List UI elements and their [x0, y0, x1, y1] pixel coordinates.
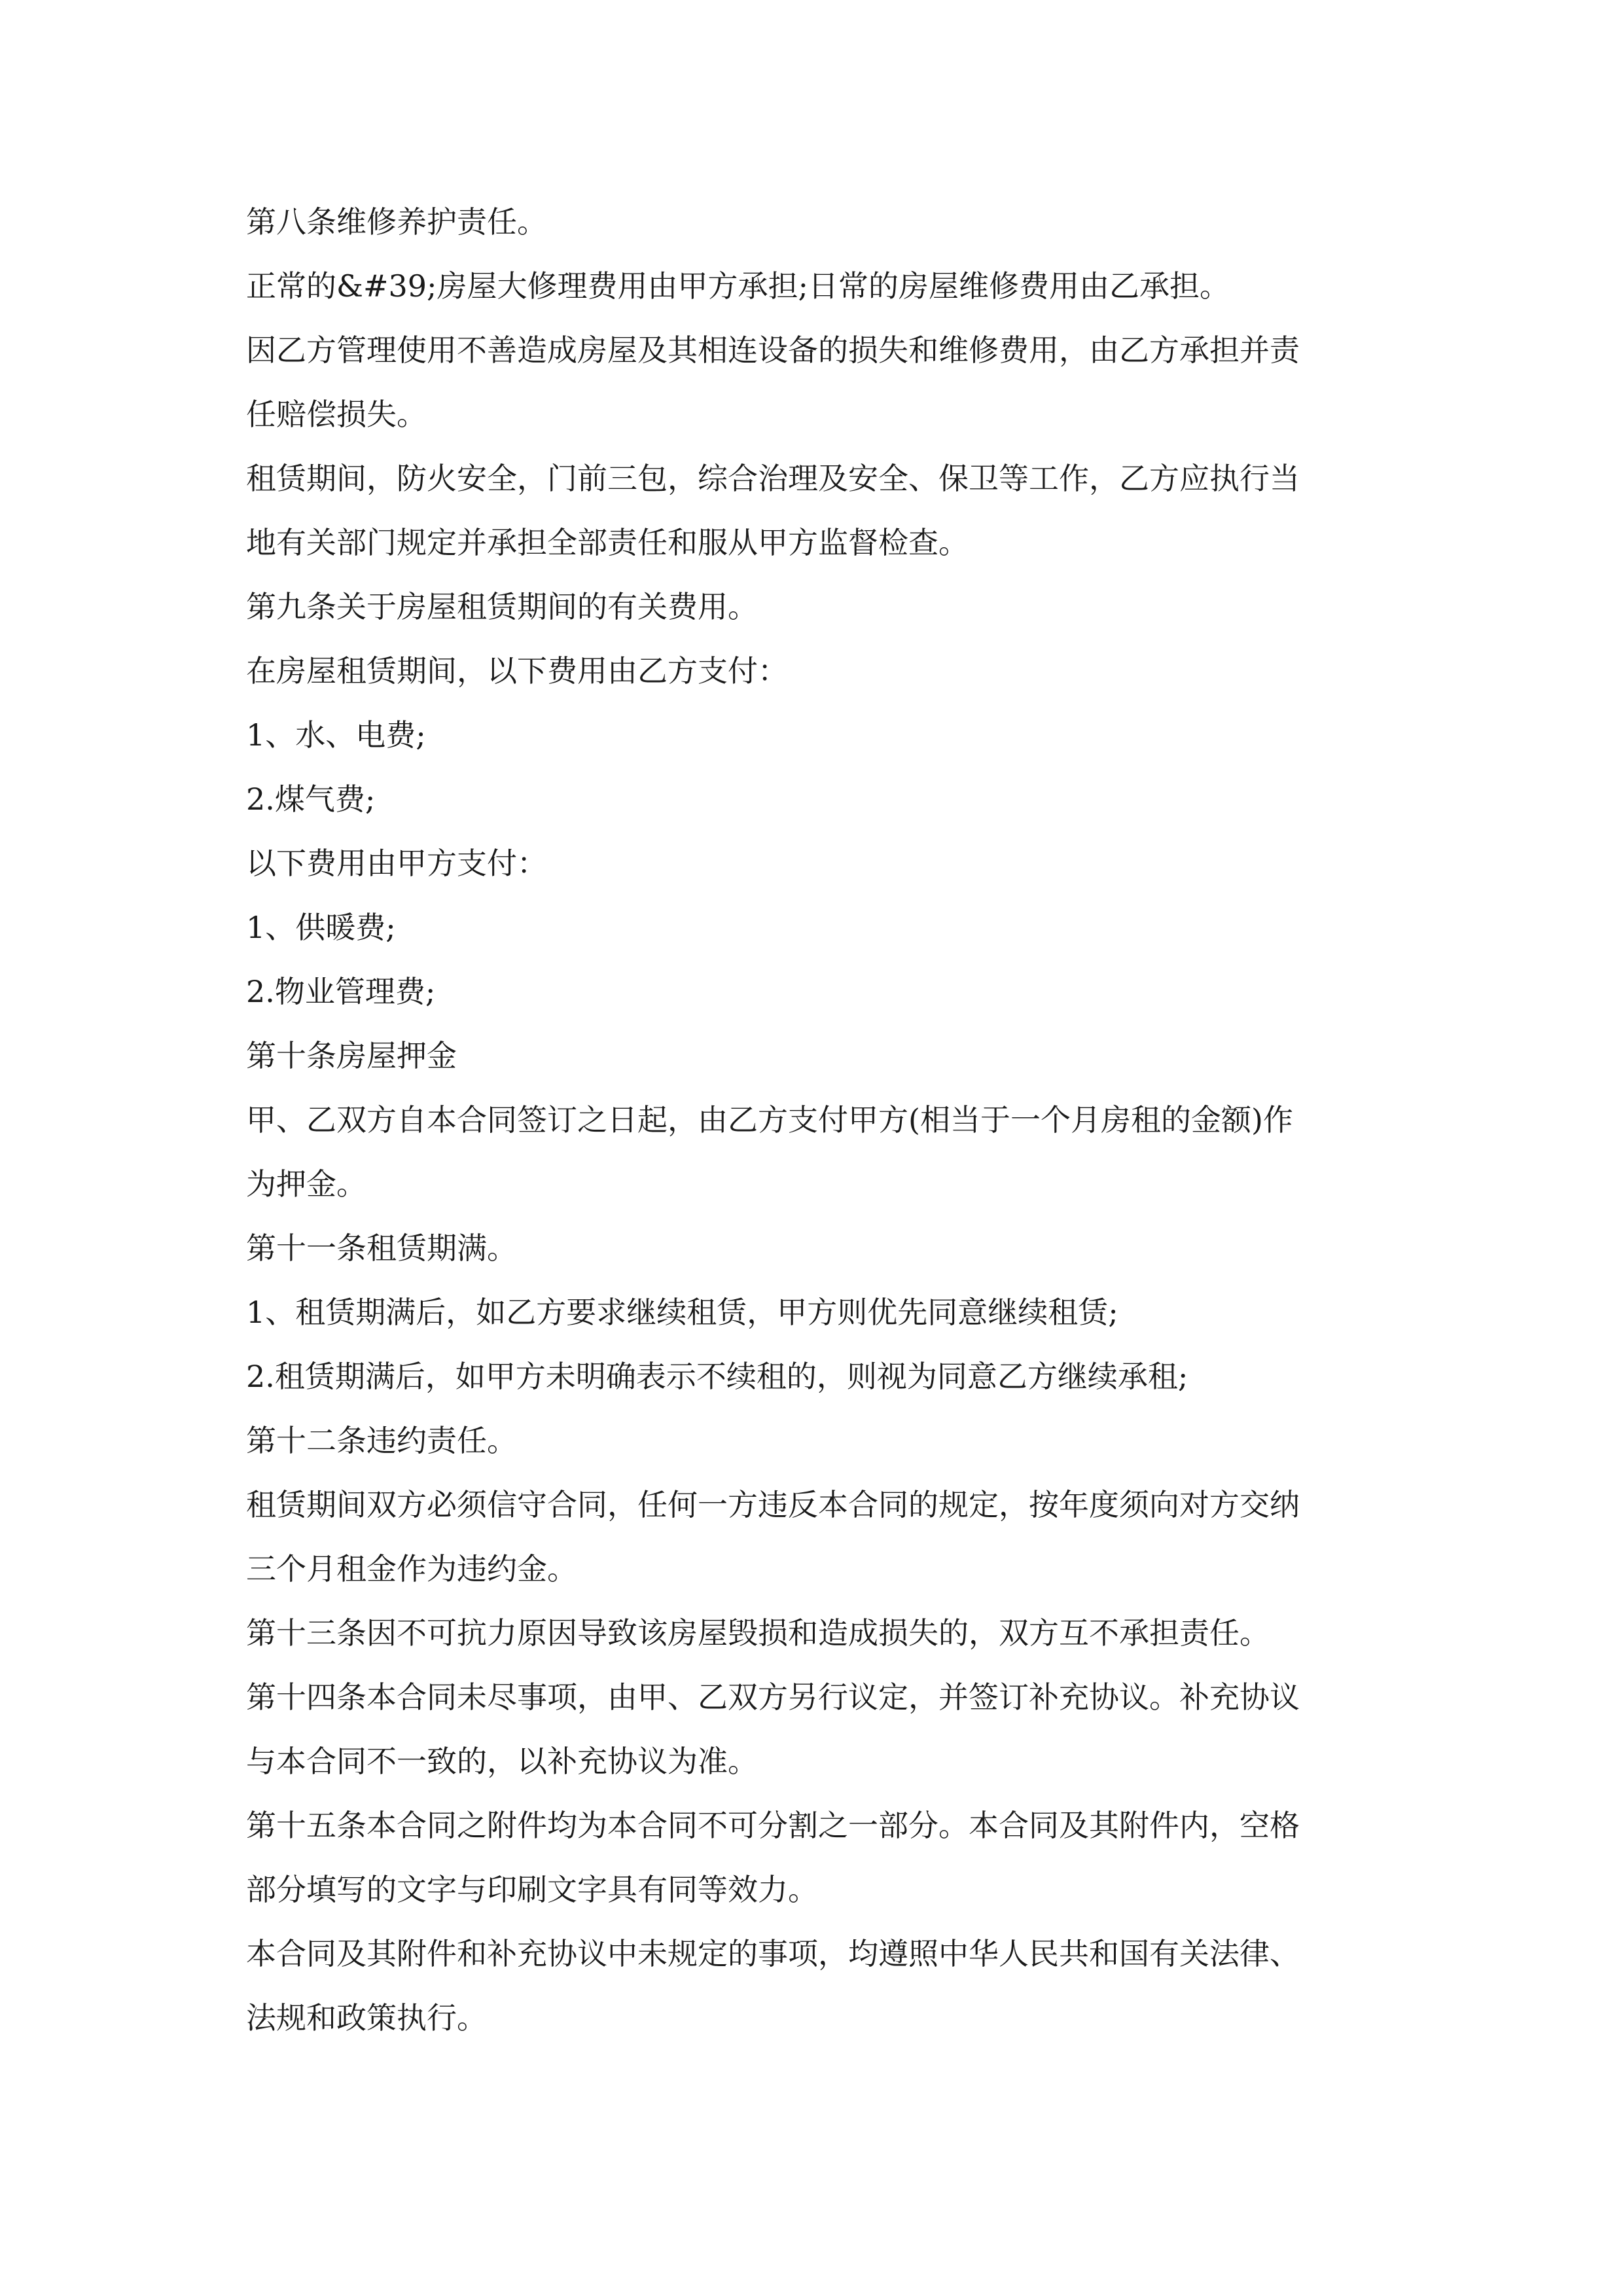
text-line: 为押金。 [246, 1166, 366, 1202]
text-line: 地有关部门规定并承担全部责任和服从甲方监督检查。 [246, 525, 969, 560]
text-line: 本合同及其附件和补充协议中未规定的事项，均遵照中华人民共和国有关法律、 [246, 1936, 1300, 1971]
text-line: 第十二条违约责任。 [246, 1423, 517, 1458]
text-line: 第十三条因不可抗力原因导致该房屋毁损和造成损失的，双方互不承担责任。 [246, 1615, 1270, 1651]
text-line: 因乙方管理使用不善造成房屋及其相连设备的损失和维修费用，由乙方承担并责 [246, 332, 1300, 368]
text-line: 第九条关于房屋租赁期间的有关费用。 [246, 589, 758, 624]
text-line: 2.物业管理费; [246, 974, 436, 1009]
text-line: 第十条房屋押金 [246, 1038, 457, 1073]
text-line: 甲、乙双方自本合同签订之日起，由乙方支付甲方(相当于一个月房租的金额)作 [246, 1102, 1293, 1138]
text-line: 租赁期间双方必须信守合同，任何一方违反本合同的规定，按年度须向对方交纳 [246, 1487, 1300, 1522]
document-body [246, 190, 1391, 2050]
text-line: 法规和政策执行。 [246, 2000, 487, 2036]
text-line: 1、供暖费; [246, 910, 396, 945]
text-line: 第十四条本合同未尽事项，由甲、乙双方另行议定，并签订补充协议。补充协议 [246, 1679, 1300, 1715]
text-line: 第八条维修养护责任。 [246, 204, 547, 240]
text-line: 2.煤气费; [246, 781, 376, 817]
text-line: 以下费用由甲方支付： [246, 846, 547, 881]
text-line: 正常的&#39;房屋大修理费用由甲方承担;日常的房屋维修费用由乙承担。 [246, 268, 1230, 304]
text-line: 三个月租金作为违约金。 [246, 1551, 577, 1587]
text-line: 在房屋租赁期间，以下费用由乙方支付： [246, 653, 788, 689]
text-line: 与本合同不一致的，以补充协议为准。 [246, 1744, 758, 1779]
text-line: 第十五条本合同之附件均为本合同不可分割之一部分。本合同及其附件内，空格 [246, 1808, 1300, 1843]
text-line: 部分填写的文字与印刷文字具有同等效力。 [246, 1872, 818, 1907]
text-line: 1、水、电费; [246, 717, 426, 753]
text-line: 第十一条租赁期满。 [246, 1230, 517, 1266]
text-line: 任赔偿损失。 [246, 397, 427, 432]
text-line: 1、租赁期满后，如乙方要求继续租赁，甲方则优先同意继续租赁; [246, 1295, 1118, 1330]
text-line: 租赁期间，防火安全，门前三包，综合治理及安全、保卫等工作，乙方应执行当 [246, 461, 1300, 496]
text-line: 2.租赁期满后，如甲方未明确表示不续租的，则视为同意乙方继续承租; [246, 1359, 1188, 1394]
